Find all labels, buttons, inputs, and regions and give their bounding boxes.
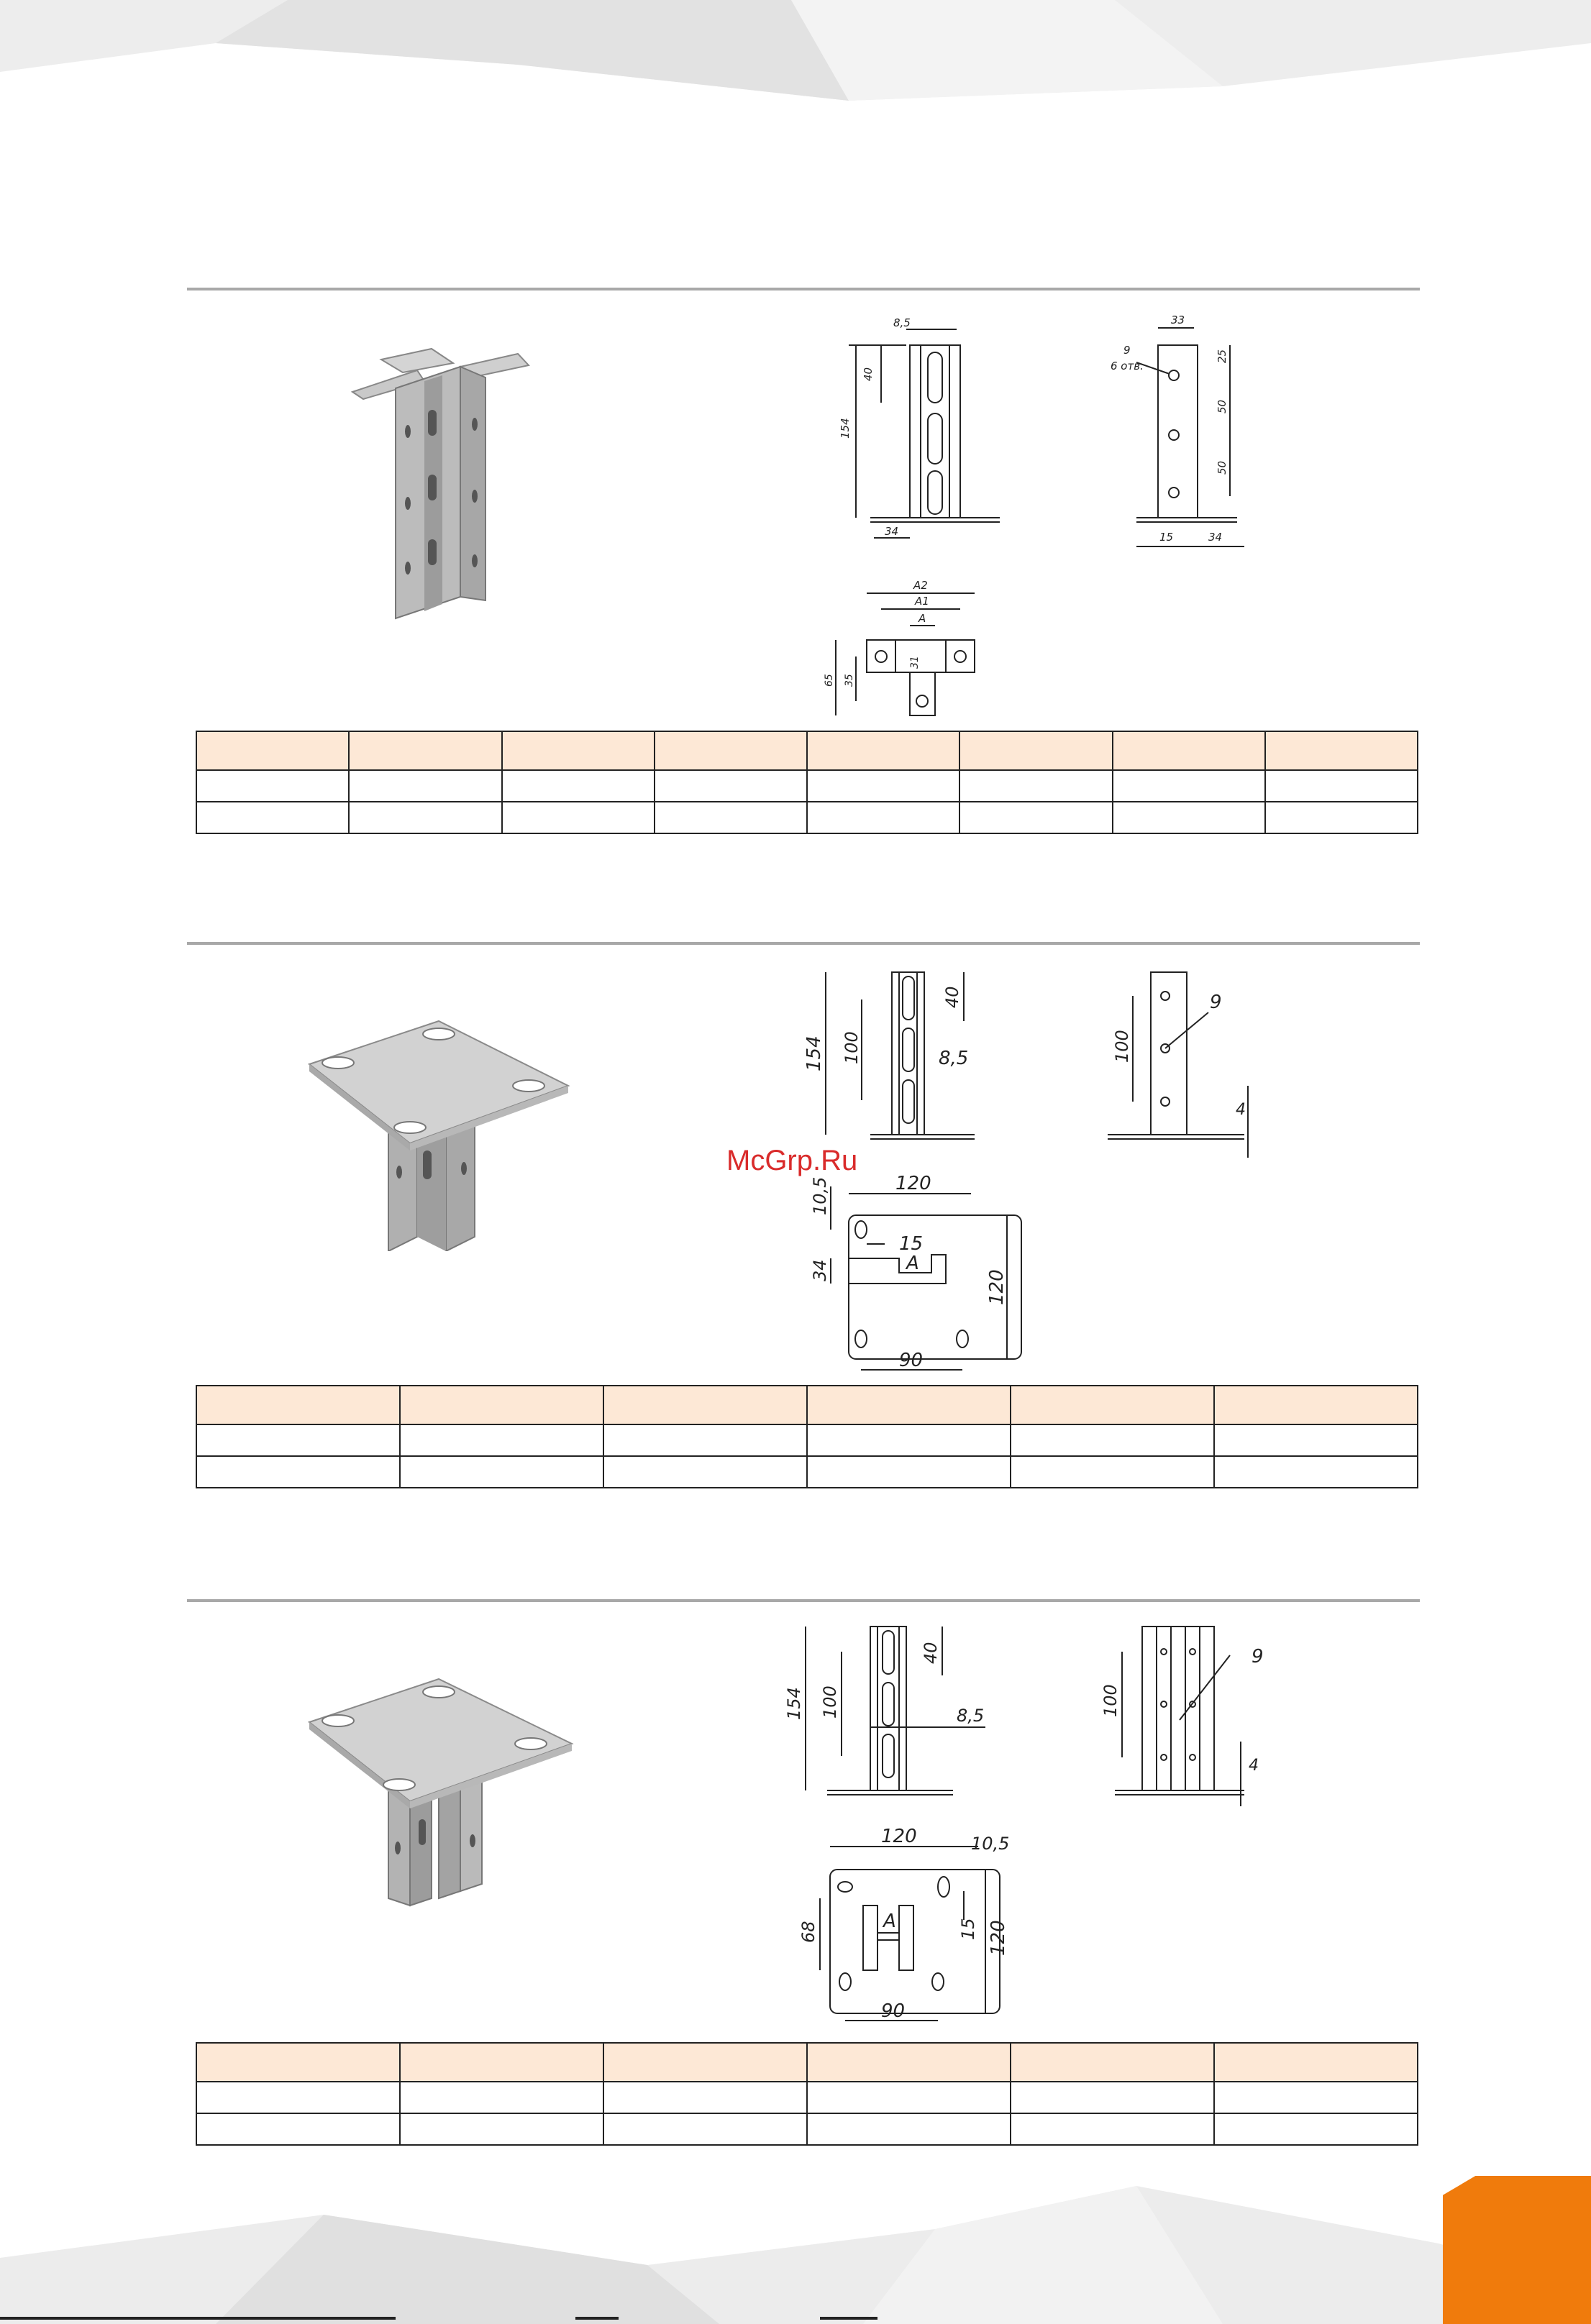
table-cell (349, 770, 501, 802)
section-divider (187, 288, 1420, 290)
dim-label: 35 (844, 674, 855, 687)
table-cell (1214, 1424, 1418, 1456)
table-cell (196, 2043, 400, 2082)
table-cell (655, 770, 807, 802)
table-row (196, 2113, 1418, 2145)
spec-table (196, 1385, 1418, 1488)
table-cell (807, 2082, 1011, 2113)
dim-label: A1 (915, 595, 929, 608)
page-corner-tab (1443, 2176, 1591, 2324)
dim-label: 68 (798, 1921, 819, 1943)
drawing-front-view (784, 1619, 1000, 1799)
table-cell (196, 1386, 400, 1424)
dim-label: A (883, 1911, 896, 1932)
table-cell (1011, 2082, 1214, 2113)
dim-label: 40 (921, 1642, 941, 1664)
table-cell (400, 2113, 603, 2145)
dim-label: 120 (895, 1173, 931, 1194)
table-cell (603, 2082, 807, 2113)
table-cell (603, 1424, 807, 1456)
section-divider (187, 1599, 1420, 1602)
table-cell (603, 1456, 807, 1488)
table-cell (400, 2082, 603, 2113)
table-cell (1113, 731, 1265, 770)
dim-label: 90 (899, 1350, 924, 1371)
table-cell (196, 802, 349, 833)
table-cell (1011, 1456, 1214, 1488)
dim-label: 10,5 (810, 1176, 830, 1215)
dim-label: 40 (862, 367, 875, 381)
table-cell (1011, 1386, 1214, 1424)
table-cell (603, 2043, 807, 2082)
table-row (196, 2082, 1418, 2113)
dim-label: 154 (784, 1687, 804, 1720)
table-cell (807, 1386, 1011, 1424)
table-cell (807, 1456, 1011, 1488)
dim-label: A (906, 1253, 919, 1274)
dim-label: 9 (1252, 1646, 1264, 1667)
table-cell (196, 2082, 400, 2113)
drawing-front-view (791, 964, 985, 1143)
dim-label: 65 (824, 674, 835, 687)
dim-label: 34 (1208, 531, 1223, 544)
drawing-side-view (1100, 1619, 1287, 1813)
table-cell (1214, 2043, 1418, 2082)
table-cell (1214, 1386, 1418, 1424)
table-cell (1113, 770, 1265, 802)
dim-label: A (918, 612, 926, 625)
table-cell (1214, 2113, 1418, 2145)
table-cell (1214, 1456, 1418, 1488)
dim-label: 154 (839, 418, 852, 439)
table-cell (1214, 2082, 1418, 2113)
table-cell (349, 802, 501, 833)
dim-label: 8,5 (957, 1706, 985, 1726)
table-cell (807, 1424, 1011, 1456)
table-cell (655, 731, 807, 770)
table-header-row (196, 731, 1418, 770)
table-header-row (196, 1386, 1418, 1424)
table-cell (655, 802, 807, 833)
dim-label: 120 (881, 1826, 917, 1847)
product-photo-base-plate (302, 1007, 590, 1251)
table-cell (603, 1386, 807, 1424)
dim-label: 40 (942, 986, 962, 1008)
drawing-plan-view (798, 1165, 1029, 1381)
drawing-plan-view (813, 572, 1014, 730)
background-top-decoration (0, 0, 1591, 115)
spec-table (196, 2042, 1418, 2146)
dim-label: 10,5 (971, 1834, 1010, 1854)
dim-label: 50 (1216, 399, 1228, 413)
table-cell (196, 1456, 400, 1488)
dim-label: 15 (1159, 531, 1174, 544)
bottom-edge-line (575, 2317, 619, 2320)
drawing-plan-view (777, 1819, 1036, 2035)
table-cell (196, 770, 349, 802)
dim-label: 100 (1100, 1684, 1121, 1717)
table-cell (349, 731, 501, 770)
dim-label: 8,5 (893, 316, 911, 329)
dim-label: 100 (842, 1031, 862, 1064)
table-cell (603, 2113, 807, 2145)
table-row (196, 802, 1418, 833)
dim-label: 120 (986, 1269, 1008, 1305)
table-cell (1113, 802, 1265, 833)
bottom-edge-line (0, 2317, 396, 2320)
dim-label: 9 (1123, 344, 1131, 357)
dim-label: 100 (1112, 1030, 1132, 1063)
table-row (196, 1424, 1418, 1456)
dim-label: 120 (988, 1920, 1009, 1956)
dim-label: 34 (810, 1259, 830, 1281)
dim-label: A2 (913, 579, 928, 592)
table-cell (807, 2113, 1011, 2145)
dim-label: 31 (909, 656, 921, 669)
spec-table (196, 731, 1418, 834)
table-cell (502, 770, 655, 802)
table-header-row (196, 2043, 1418, 2082)
table-cell (959, 802, 1112, 833)
table-cell (1011, 2113, 1214, 2145)
table-cell (1011, 1424, 1214, 1456)
background-bottom-decoration (0, 2172, 1591, 2324)
section-divider (187, 942, 1420, 945)
product-photo-bracket (338, 338, 554, 626)
table-cell (1265, 731, 1418, 770)
table-cell (196, 2113, 400, 2145)
dim-label: 34 (885, 525, 899, 538)
table-row (196, 1456, 1418, 1488)
table-cell (400, 1386, 603, 1424)
watermark: McGrp.Ru (726, 1145, 858, 1176)
table-cell (400, 1456, 603, 1488)
table-cell (807, 731, 959, 770)
drawing-side-view (1093, 309, 1280, 554)
drawing-front-view (827, 309, 1014, 539)
dim-label: 33 (1171, 314, 1185, 326)
product-photo-base-plate-double (302, 1668, 590, 1913)
dim-label: 50 (1216, 460, 1228, 475)
dim-label: 8,5 (939, 1048, 969, 1069)
bottom-edge-line (820, 2317, 877, 2320)
table-cell (959, 770, 1112, 802)
dim-label: 15 (958, 1918, 978, 1940)
dim-label: 6 отв. (1111, 360, 1144, 372)
dim-label: 25 (1216, 349, 1228, 363)
dim-label: 154 (803, 1035, 825, 1071)
drawing-side-view (1093, 964, 1266, 1165)
dim-label: 4 (1249, 1757, 1259, 1775)
table-cell (1011, 2043, 1214, 2082)
table-cell (807, 770, 959, 802)
table-cell (196, 1424, 400, 1456)
dim-label: 4 (1236, 1101, 1246, 1119)
table-cell (502, 731, 655, 770)
table-cell (502, 802, 655, 833)
dim-label: 15 (899, 1233, 924, 1255)
dim-label: 9 (1210, 992, 1222, 1013)
dim-label: 100 (820, 1685, 840, 1719)
table-cell (1265, 802, 1418, 833)
table-cell (196, 731, 349, 770)
table-row (196, 770, 1418, 802)
table-cell (959, 731, 1112, 770)
table-cell (1265, 770, 1418, 802)
dim-label: 90 (881, 2000, 906, 2022)
table-cell (400, 2043, 603, 2082)
table-cell (807, 2043, 1011, 2082)
table-cell (807, 802, 959, 833)
table-cell (400, 1424, 603, 1456)
